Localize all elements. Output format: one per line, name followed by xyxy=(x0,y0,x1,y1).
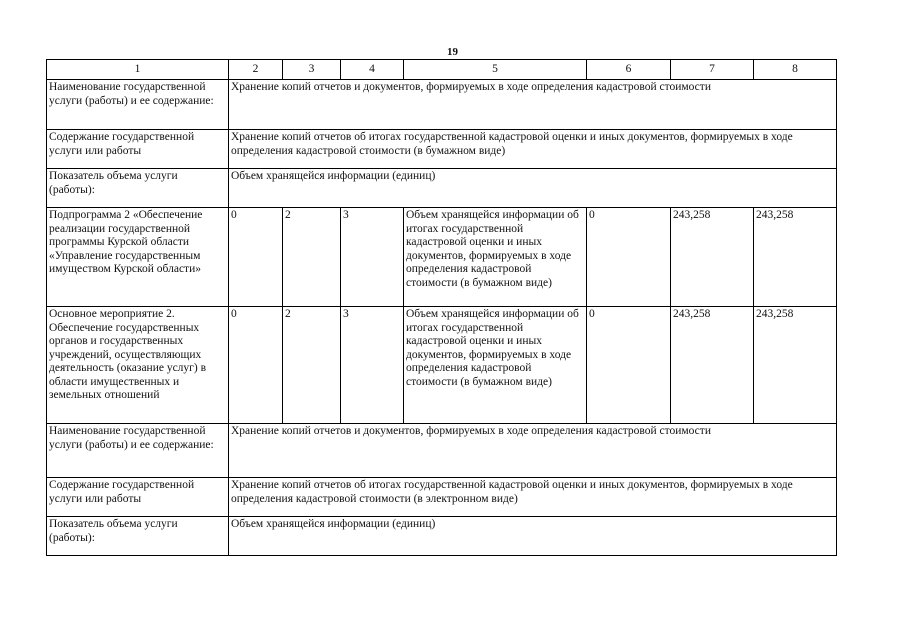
table-cell: 2 xyxy=(283,208,341,307)
table-cell: 0 xyxy=(229,307,283,424)
table-cell: 243,258 xyxy=(754,208,837,307)
service-content-row xyxy=(47,130,837,169)
data-row-subprogram xyxy=(47,208,837,307)
row-label: Показатель объема услуги (работы): xyxy=(47,517,229,556)
column-header: 4 xyxy=(341,60,404,80)
column-header: 2 xyxy=(229,60,283,80)
table-cell: 243,258 xyxy=(671,208,754,307)
column-header: 1 xyxy=(47,60,229,80)
volume-indicator-row xyxy=(47,517,837,556)
service-table xyxy=(46,59,837,556)
row-label: Наименование государственной услуги (работы) и ее содержание: xyxy=(47,80,229,130)
table-cell: 243,258 xyxy=(754,307,837,424)
row-text: Хранение копий отчетов и документов, формируемых в ходе определения кадастровой стоимости xyxy=(229,424,837,478)
volume-indicator-row xyxy=(47,169,837,208)
table-cell: 3 xyxy=(341,307,404,424)
column-header: 3 xyxy=(283,60,341,80)
table-cell: 0 xyxy=(229,208,283,307)
table-cell: Объем хранящейся информации об итогах государственной кадастровой оценки и иных документов, формируемых в ходе определения кадастровой стоимости (в бумажном виде) xyxy=(404,208,587,307)
table-cell: 3 xyxy=(341,208,404,307)
table-cell: Объем хранящейся информации об итогах государственной кадастровой оценки и иных документов, формируемых в ходе определения кадастровой стоимости (в бумажном виде) xyxy=(404,307,587,424)
service-name-row xyxy=(47,424,837,478)
column-header: 8 xyxy=(754,60,837,80)
data-row-main-activity xyxy=(47,307,837,424)
row-label: Наименование государственной услуги (работы) и ее содержание: xyxy=(47,424,229,478)
column-header: 6 xyxy=(587,60,671,80)
service-name-row xyxy=(47,80,837,130)
row-text: Хранение копий отчетов и документов, формируемых в ходе определения кадастровой стоимости xyxy=(229,80,837,130)
row-label: Подпрограмма 2 «Обеспечение реализации государственной программы Курской области «Управление государственным имуществом Курской области» xyxy=(47,208,229,307)
column-header: 5 xyxy=(404,60,587,80)
table-cell: 0 xyxy=(587,307,671,424)
row-label: Содержание государственной услуги или работы xyxy=(47,478,229,517)
row-text: Хранение копий отчетов об итогах государственной кадастровой оценки и иных документов, формируемых в ходе определения кадастровой стоимости (в электронном виде) xyxy=(229,478,837,517)
row-text: Объем хранящейся информации (единиц) xyxy=(229,169,837,208)
row-label: Основное мероприятие 2. Обеспечение государственных органов и государственных учреждений, осуществляющих деятельность (оказание услуг) в области имущественных и земельных отношений xyxy=(47,307,229,424)
row-text: Хранение копий отчетов об итогах государственной кадастровой оценки и иных документов, формируемых в ходе определения кадастровой стоимости (в бумажном виде) xyxy=(229,130,837,169)
page-number: 19 xyxy=(447,46,458,58)
table-cell: 243,258 xyxy=(671,307,754,424)
service-content-row xyxy=(47,478,837,517)
column-header: 7 xyxy=(671,60,754,80)
row-label: Показатель объема услуги (работы): xyxy=(47,169,229,208)
table-cell: 0 xyxy=(587,208,671,307)
row-label: Содержание государственной услуги или работы xyxy=(47,130,229,169)
column-header-row xyxy=(47,60,837,80)
row-text: Объем хранящейся информации (единиц) xyxy=(229,517,837,556)
table-cell: 2 xyxy=(283,307,341,424)
